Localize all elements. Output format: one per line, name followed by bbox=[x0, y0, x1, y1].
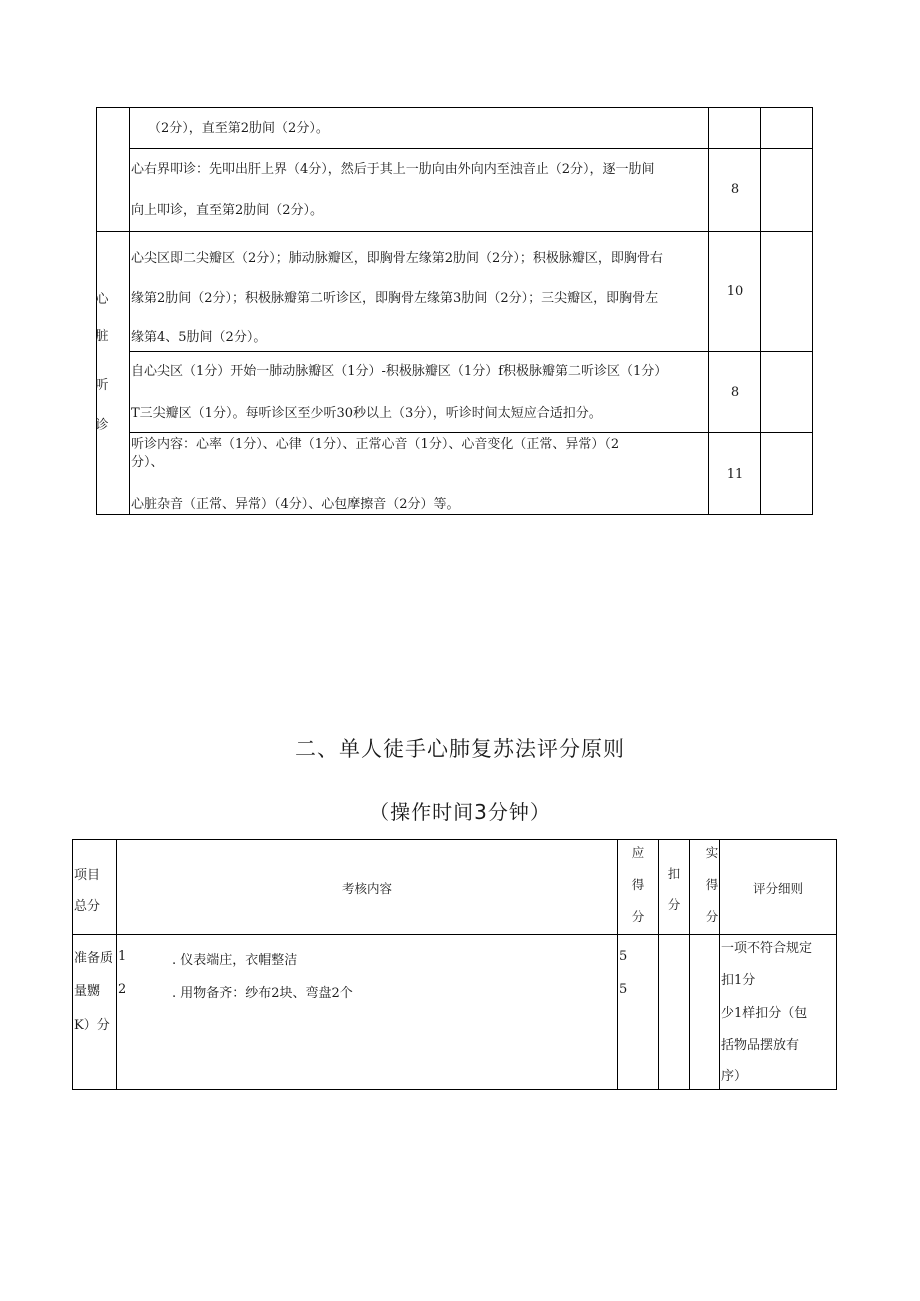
table-border bbox=[708, 107, 709, 515]
table-border bbox=[760, 107, 761, 515]
row-score: 11 bbox=[726, 467, 744, 482]
row-score: 8 bbox=[730, 385, 740, 400]
row-text: （2分），直至第2肋间（2分）。 bbox=[148, 121, 329, 136]
row-text: 缘第2肋间（2分）；积极脉瓣第二听诊区，即胸骨左缘第3肋间（2分）；三尖瓣区，即胸骨左 bbox=[131, 291, 659, 306]
rule-line: 少1样扣分（包 bbox=[721, 1006, 808, 1021]
table-border bbox=[129, 148, 813, 149]
section-label-char: 脏 bbox=[95, 329, 109, 344]
row-score: 10 bbox=[726, 284, 744, 299]
header-actual-score: 实 bbox=[705, 845, 719, 860]
row-text: 向上叩诊，直至第2肋间（2分）。 bbox=[131, 203, 324, 218]
rule-line: 括物品摆放有 bbox=[721, 1038, 800, 1053]
item-number: 2 bbox=[118, 982, 127, 997]
row-text: 缘第4、5肋间（2分）。 bbox=[131, 330, 267, 345]
header-content: 考核内容 bbox=[341, 881, 392, 896]
row-text: 心右界叩诊：先叩出肝上界（4分），然后于其上一肋向由外向内至浊音止（2分），逐一肋间 bbox=[131, 162, 655, 177]
table-border bbox=[72, 1089, 837, 1090]
rule-line: 扣1分 bbox=[721, 973, 756, 988]
row-text: 分）、 bbox=[131, 455, 164, 470]
row-text: 自心尖区（1分）开始一肺动脉瓣区（1分）-积极脉瓣区（1分）f积极脉瓣第二听诊区（1分） bbox=[131, 364, 668, 379]
header-actual-score: 分 bbox=[705, 909, 719, 924]
header-should-score: 应 bbox=[631, 845, 645, 860]
table-border bbox=[72, 839, 837, 840]
table-border bbox=[72, 839, 73, 1090]
row-text: 心尖区即二尖瓣区（2分）；肺动脉瓣区，即胸骨左缘第2肋间（2分）；积极脉瓣区，即胸骨右 bbox=[131, 251, 663, 266]
item-text: . 仪表端庄，衣帽整洁 bbox=[172, 953, 298, 968]
row-text: 心脏杂音（正常、异常）（4分）、心包摩擦音（2分）等。 bbox=[131, 497, 460, 512]
header-deduct: 扣 bbox=[667, 866, 681, 881]
section-label-char: 心 bbox=[95, 292, 109, 307]
table-border bbox=[116, 839, 117, 1090]
table-border bbox=[96, 231, 813, 232]
header-rules: 评分细则 bbox=[752, 881, 803, 896]
item-score: 5 bbox=[619, 982, 628, 997]
item-text: . 用物备齐：纱布2块、弯盘2个 bbox=[172, 986, 353, 1001]
table-border bbox=[689, 839, 690, 1090]
row-item: 量嬲 bbox=[74, 984, 101, 999]
header-item: 项目 bbox=[74, 868, 101, 883]
table-border bbox=[129, 107, 130, 515]
row-text: 听诊内容：心率（1分）、心律（1分）、正常心音（1分）、心音变化（正常、异常）（2 bbox=[131, 437, 620, 452]
table-border bbox=[96, 107, 813, 108]
row-score: 8 bbox=[730, 182, 740, 197]
table-border bbox=[96, 514, 813, 515]
section-subtitle: （操作时间3分钟） bbox=[369, 800, 551, 824]
row-item: 准备质 bbox=[74, 951, 114, 966]
row-item: K）分 bbox=[74, 1018, 110, 1033]
header-item: 总分 bbox=[74, 899, 101, 914]
header-deduct: 分 bbox=[667, 897, 681, 912]
section-title: 二、单人徒手心肺复苏法评分原则 bbox=[295, 737, 625, 761]
table-border bbox=[129, 432, 813, 433]
row-text: T三尖瓣区（1分）。每听诊区至少听30秒以上（3分），听诊时间太短应合适扣分。 bbox=[131, 406, 602, 421]
rule-line: 序） bbox=[721, 1069, 748, 1084]
table-border bbox=[96, 107, 97, 515]
item-number: 1 bbox=[118, 949, 127, 964]
section-label-char: 听 bbox=[95, 378, 109, 393]
table-border bbox=[72, 934, 837, 935]
section-label-char: 诊 bbox=[95, 418, 109, 433]
header-should-score: 得 bbox=[631, 877, 645, 892]
table-border bbox=[836, 839, 837, 1090]
table-border bbox=[129, 351, 813, 352]
header-should-score: 分 bbox=[631, 909, 645, 924]
table-border bbox=[812, 107, 813, 515]
item-score: 5 bbox=[619, 949, 628, 964]
rule-line: 一项不符合规定 bbox=[721, 941, 813, 956]
header-actual-score: 得 bbox=[705, 877, 719, 892]
